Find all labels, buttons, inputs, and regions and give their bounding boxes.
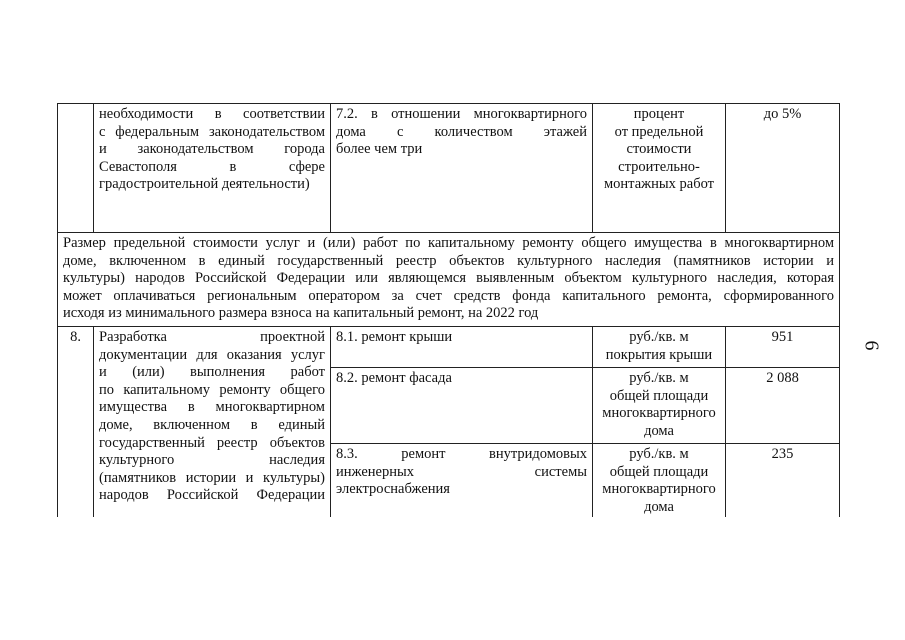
row8-divider-1 — [93, 326, 94, 517]
row7-unit-line: стоимости — [626, 141, 692, 158]
section-header-line: может оплачиваться региональным оператором за счет средств фонда капитального ремонта, сформированного — [63, 287, 834, 304]
table-top-border — [57, 103, 840, 104]
subrow-8-3-unit — [593, 446, 725, 516]
row7-description-line: градостроительной деятельности) — [99, 176, 310, 193]
row8-divider-2 — [330, 326, 331, 517]
subrow-8-2-value — [726, 370, 839, 388]
table-left-border — [57, 103, 58, 517]
subrow-8-1-value-text: 951 — [771, 329, 794, 345]
row8-description-line: доме, включенном в единый — [99, 416, 325, 433]
row8-description-line: и (или) выполнения работ — [99, 364, 325, 381]
subrow-8-2-unit-line: дома — [644, 422, 674, 439]
subrow-8-3-value — [726, 446, 839, 464]
subrow-8-3-unit-line: руб./кв. м — [629, 446, 689, 462]
row8-number — [58, 329, 93, 347]
subrow-8-2-unit-line: многоквартирного — [602, 405, 716, 422]
row8-description-line: государственный реестр объектов — [99, 434, 325, 451]
row7-value-text: до 5% — [763, 106, 802, 122]
section-header-line: доме, включенном в единый государственный реестр объектов культурного наследия (памятников истории и — [63, 252, 834, 269]
row7-work-line: дома с количеством этажей — [336, 123, 587, 140]
subrow-8-3-work-line: электроснабжения — [336, 481, 450, 498]
row8-divider-4 — [725, 326, 726, 517]
page-number: 6 — [860, 340, 883, 351]
subrow-8-2-work-line: 8.2. ремонт фасада — [336, 370, 452, 386]
section-header-line: Размер предельной стоимости услуг и (или) работ по капитальному ремонту общего имущества в многоквартирном — [63, 235, 834, 251]
row7-work-line: 7.2. в отношении многоквартирного — [336, 106, 587, 122]
subrow-8-3-work-line: 8.3. ремонт внутридомовых — [336, 446, 587, 462]
subrow-8-1-value — [726, 329, 839, 347]
subrow-8-2-unit-line: руб./кв. м — [629, 370, 689, 386]
row8-number-text: 8. — [70, 329, 81, 345]
row7-bottom-border — [57, 232, 840, 233]
subrow-8-2-work — [336, 370, 587, 388]
row8-description-line: документации для оказания услуг — [99, 346, 325, 363]
row8-description-line: по капитальному ремонту общего — [99, 381, 325, 398]
subrow-8-2-unit — [593, 370, 725, 440]
subrow-8-3-value-text: 235 — [771, 446, 794, 462]
subrow-8-1-bottom-border — [330, 367, 840, 368]
row7-unit-line: от предельной — [614, 123, 704, 140]
row8-description-line: имущества в многоквартирном — [99, 399, 325, 416]
row7-description-line: и законодательством города — [99, 141, 325, 158]
row7-work-type — [336, 106, 587, 159]
row8-description-line: народов Российской Федерации — [99, 487, 325, 504]
row7-unit — [593, 106, 725, 194]
subrow-8-1-work — [336, 329, 587, 347]
row7-value — [726, 106, 839, 124]
section-header-bottom-border — [57, 326, 840, 327]
row7-divider-1 — [93, 103, 94, 232]
row7-unit-line: строительно- — [618, 158, 700, 175]
row8-description — [99, 329, 325, 505]
row8-description-line: культурного наследия — [99, 452, 325, 469]
row8-description-line: Разработка проектной — [99, 329, 325, 345]
subrow-8-1-unit-line: покрытия крыши — [605, 346, 713, 363]
row7-divider-2 — [330, 103, 331, 232]
subrow-8-3-unit-line: общей площади — [609, 463, 709, 480]
subrow-8-1-work-line: 8.1. ремонт крыши — [336, 329, 453, 345]
section-header-line: исходя из минимального размера взноса на капитальный ремонт, на 2022 год — [63, 305, 539, 322]
subrow-8-3-work-line: инженерных системы — [336, 463, 587, 480]
row7-unit-line: монтажных работ — [604, 176, 714, 193]
subrow-8-2-bottom-border — [330, 443, 840, 444]
section-header-line: культуры) народов Российской Федерации или являющемся выявленным объектом культурного наследия, которая — [63, 270, 834, 287]
subrow-8-3-work — [336, 446, 587, 499]
row7-unit-line: процент — [633, 106, 685, 122]
table-right-border — [839, 103, 840, 517]
subrow-8-1-unit — [593, 329, 725, 364]
subrow-8-3-unit-line: дома — [644, 498, 674, 515]
row7-description-line: необходимости в соответствии — [99, 106, 325, 122]
row8-description-line: (памятников истории и культуры) — [99, 469, 325, 486]
row7-description — [99, 106, 325, 194]
subrow-8-1-unit-line: руб./кв. м — [629, 329, 689, 345]
subrow-8-2-value-text: 2 088 — [766, 370, 799, 386]
row7-work-line: более чем три — [336, 141, 423, 158]
row7-description-line: с федеральным законодательством — [99, 123, 325, 140]
row7-description-line: Севастополя в сфере — [99, 158, 325, 175]
subrow-8-3-unit-line: многоквартирного — [602, 481, 716, 498]
subrow-8-2-unit-line: общей площади — [609, 387, 709, 404]
section-header — [63, 235, 834, 323]
